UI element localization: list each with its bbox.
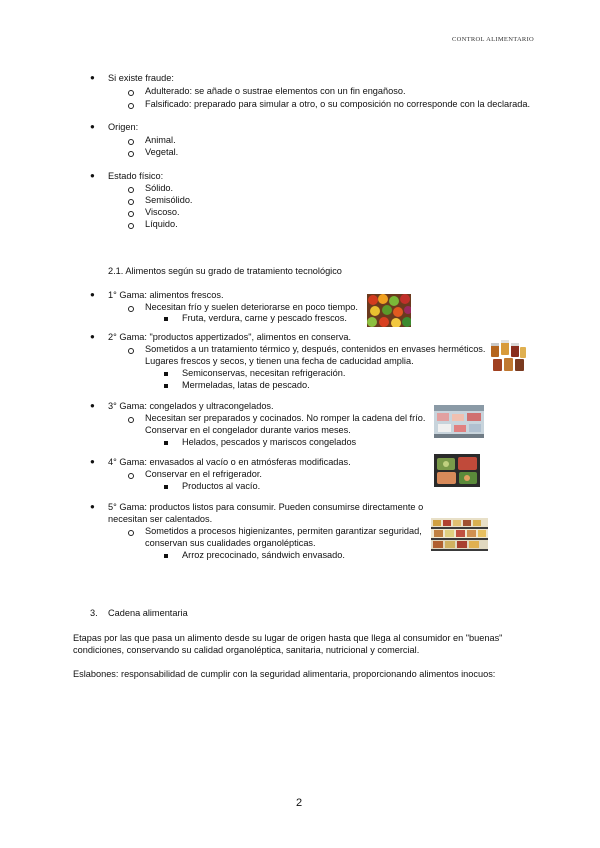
bullet-icon: ● [90,73,95,82]
circle-bullet-icon [128,139,134,145]
gama-3-example: Helados, pescados y mariscos congelados [182,437,357,447]
gama-5-example: Arroz precocinado, sándwich envasado. [182,550,345,560]
gama-2-label: 2° Gama: "productos appertizados", alimentos en conserva. [108,332,352,342]
gama-2-example: Semiconservas, necesitan refrigeración. [182,368,346,378]
bullet-icon: ● [90,502,95,511]
square-bullet-icon [164,317,168,321]
circle-bullet-icon [128,199,134,205]
gama-5-sub: conservan sus cualidades organolépticas. [145,538,316,548]
bullet-icon: ● [90,457,95,466]
square-bullet-icon [164,554,168,558]
gama-2-example: Mermeladas, latas de pescado. [182,380,310,390]
gama-4-sub: Conservar en el refrigerador. [145,469,262,479]
section-2-1-title: 2.1. Alimentos según su grado de tratamiento tecnológico [108,266,342,276]
estado-item: Sólido. [145,183,174,193]
circle-bullet-icon [128,348,134,354]
circle-bullet-icon [128,90,134,96]
gama-4-example: Productos al vacío. [182,481,261,491]
circle-bullet-icon [128,211,134,217]
gama-1-sub: Necesitan frío y suelen deteriorarse en poco tiempo. [145,302,358,312]
fraude-item: Falsificado: preparado para simular a otro, o su composición no corresponde con la declarada. [145,99,531,109]
square-bullet-icon [164,441,168,445]
gama-3-sub: Conservar en el congelador durante varios meses. [145,425,351,435]
canned-food-image [489,339,527,373]
page-number: 2 [296,797,303,809]
bullet-icon: ● [90,122,95,131]
gama-3-sub: Necesitan ser preparados y cocinados. No romper la cadena del frío. [145,413,426,423]
ready-meals-shelf-image [431,518,488,551]
origen-heading: Origen: [108,122,139,132]
gama-5-label-cont: necesitan ser calentados. [108,514,213,524]
circle-bullet-icon [128,530,134,536]
gama-5-sub: Sometidos a procesos higienizantes, permiten garantizar seguridad, [145,526,422,536]
section-3-paragraph: Etapas por las que pasa un alimento desde su lugar de origen hasta que llega al consumidor en "buenas" [73,633,503,643]
bullet-icon: ● [90,332,95,341]
gama-3-label: 3° Gama: congelados y ultracongelados. [108,401,274,411]
circle-bullet-icon [128,473,134,479]
section-3-number: 3. [90,608,98,618]
gama-2-sub: Sometidos a un tratamiento térmico y, después, contenidos en envases herméticos. [145,344,486,354]
estado-item: Semisólido. [145,195,193,205]
circle-bullet-icon [128,103,134,109]
gama-5-label: 5° Gama: productos listos para consumir. Pueden consumirse directamente o [108,502,424,512]
circle-bullet-icon [128,151,134,157]
estado-item: Líquido. [145,219,178,229]
gama-4-label: 4° Gama: envasados al vacío o en atmósferas modificadas. [108,457,351,467]
running-header: CONTROL ALIMENTARIO [452,36,535,43]
bullet-icon: ● [90,171,95,180]
square-bullet-icon [164,372,168,376]
frozen-food-image [434,405,484,438]
circle-bullet-icon [128,306,134,312]
circle-bullet-icon [128,417,134,423]
fresh-produce-image [367,294,411,327]
gama-1-example: Fruta, verdura, carne y pescado frescos. [182,313,347,323]
origen-item: Animal. [145,135,176,145]
estado-heading: Estado físico: [108,171,164,181]
bullet-icon: ● [90,401,95,410]
square-bullet-icon [164,485,168,489]
bullet-icon: ● [90,290,95,299]
section-3-title: Cadena alimentaria [108,608,188,618]
origen-item: Vegetal. [145,147,179,157]
circle-bullet-icon [128,187,134,193]
vacuum-pack-image [434,454,480,487]
square-bullet-icon [164,384,168,388]
section-3-eslabones: Eslabones: responsabilidad de cumplir con la seguridad alimentaria, proporcionando alimentos inocuos: [73,669,496,679]
estado-item: Viscoso. [145,207,180,217]
gama-1-label: 1° Gama: alimentos frescos. [108,290,224,300]
fraude-item: Adulterado: se añade o sustrae elementos con un fin engañoso. [145,86,406,96]
section-3-paragraph-cont: condiciones, conservando su calidad organoléptica, sanitaria, nutricional y comercial. [73,645,420,655]
circle-bullet-icon [128,223,134,229]
fraude-heading: Si existe fraude: [108,73,174,83]
gama-2-sub: Lugares frescos y secos, y tienen una fecha de caducidad amplia. [145,356,414,366]
